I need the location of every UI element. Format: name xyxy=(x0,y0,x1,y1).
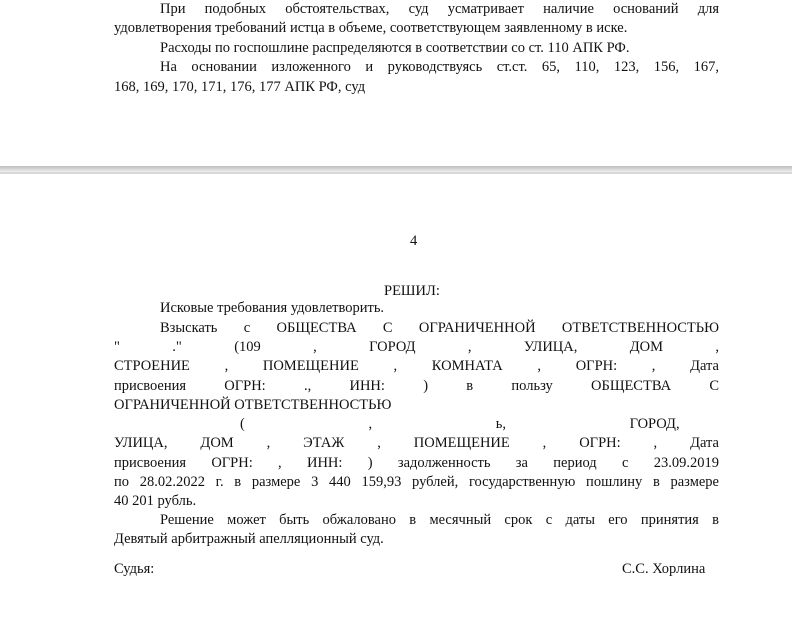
paragraph-line: 40 201 рубль. xyxy=(114,493,197,509)
paragraph-line: СТРОЕНИЕ , ПОМЕЩЕНИЕ , КОМНАТА , ОГРН: , Дата xyxy=(114,358,719,374)
paragraph-line: 168, 169, 170, 171, 176, 177 АПК РФ, суд xyxy=(114,79,366,95)
signature-name: С.С. Хорлина xyxy=(622,561,706,577)
paragraph-line: присвоения ОГРН: , ИНН: ) задолженность за период с 23.09.2019 xyxy=(114,455,719,471)
decision-heading: РЕШИЛ: xyxy=(384,283,440,299)
paragraph-line: ( , ь, ГОРОД, xyxy=(240,416,680,432)
paragraph-line: На основании изложенного и руководствуясь ст.ст. 65, 110, 123, 156, 167, xyxy=(160,59,719,75)
paragraph-line: УЛИЦА, ДОМ , ЭТАЖ , ПОМЕЩЕНИЕ , ОГРН: , Дата xyxy=(114,435,719,451)
page-number: 4 xyxy=(410,233,418,249)
paragraph-line: ОГРАНИЧЕННОЙ ОТВЕТСТВЕННОСТЬЮ xyxy=(114,397,392,413)
paragraph-line: При подобных обстоятельствах, суд усматривает наличие оснований для xyxy=(160,1,719,17)
paragraph-line: Решение может быть обжаловано в месячный срок с даты его принятия в xyxy=(160,512,719,528)
paragraph-line: удовлетворения требований истца в объеме, соответствующем заявленному в иске. xyxy=(114,20,628,36)
paragraph-line: Расходы по госпошлине распределяются в соответствии со ст. 110 АПК РФ. xyxy=(160,40,630,56)
paragraph-line: присвоения ОГРН: ., ИНН: ) в пользу ОБЩЕСТВА С xyxy=(114,378,719,394)
page-break-divider xyxy=(0,172,792,174)
paragraph-line: Девятый арбитражный апелляционный суд. xyxy=(114,531,384,547)
paragraph-line: по 28.02.2022 г. в размере 3 440 159,93 рублей, государственную пошлину в размере xyxy=(114,474,719,490)
paragraph-line: Взыскать с ОБЩЕСТВА С ОГРАНИЧЕННОЙ ОТВЕТСТВЕННОСТЬЮ xyxy=(160,320,719,336)
paragraph-line: " ." (109 , ГОРОД , УЛИЦА, ДОМ , xyxy=(114,339,719,355)
paragraph-line: Исковые требования удовлетворить. xyxy=(160,300,385,316)
signature-label: Судья: xyxy=(114,561,155,577)
